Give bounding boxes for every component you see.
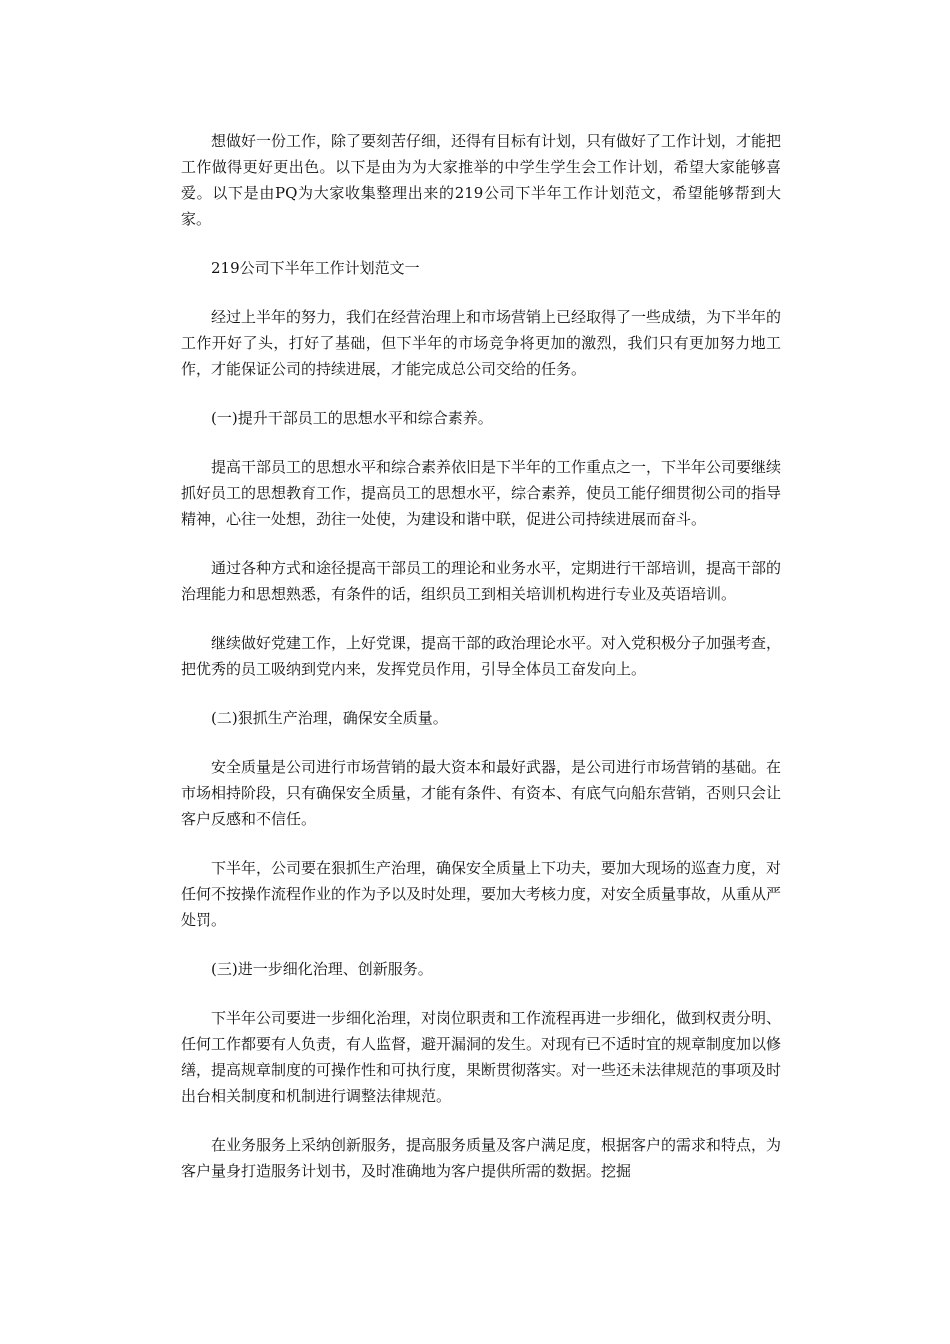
document-body <box>181 128 781 1207</box>
section-title: 219公司下半年工作计划范文一 <box>211 259 420 277</box>
body-paragraph: 安全质量是公司进行市场营销的最大资本和最好武器，是公司进行市场营销的基础。在市场相持阶段，只有确保安全质量，才能有条件、有资本、有底气向船东营销，否则只会让客户反感和不信任。 <box>181 758 782 828</box>
body-paragraph: 在业务服务上采纳创新服务，提高服务质量及客户满足度，根据客户的需求和特点，为客户量身打造服务计划书，及时准确地为客户提供所需的数据。挖掘 <box>181 1136 782 1180</box>
body-paragraph: 通过各种方式和途径提高干部员工的理论和业务水平，定期进行干部培训，提高干部的治理能力和思想熟悉，有条件的话，组织员工到相关培训机构进行专业及英语培训。 <box>181 559 782 603</box>
body-paragraph: 提高干部员工的思想水平和综合素养依旧是下半年的工作重点之一，下半年公司要继续抓好员工的思想教育工作，提高员工的思想水平，综合素养，使员工能仔细贯彻公司的指导精神，心往一处想，劲往一处使，为建设和谐中联，促进公司持续进展而奋斗。 <box>181 458 782 528</box>
subsection-heading-2: (二)狠抓生产治理，确保安全质量。 <box>211 709 448 727</box>
intro-paragraph: 想做好一份工作，除了要刻苦仔细，还得有目标有计划，只有做好了工作计划，才能把工作做得更好更出色。以下是由为为大家推举的中学生学生会工作计划，希望大家能够喜爱。以下是由PQ为大家收集整理出来的219公司下半年工作计划范文，希望能够帮到大家。 <box>181 132 782 228</box>
body-paragraph: 下半年，公司要在狠抓生产治理，确保安全质量上下功夫，要加大现场的巡查力度，对任何不按操作流程作业的作为予以及时处理，要加大考核力度，对安全质量事故，从重从严处罚。 <box>181 859 782 929</box>
subsection-heading-3: (三)进一步细化治理、创新服务。 <box>211 960 433 978</box>
body-paragraph: 下半年公司要进一步细化治理，对岗位职责和工作流程再进一步细化，做到权责分明、任何工作都要有人负责，有人监督，避开漏洞的发生。对现有已不适时宜的规章制度加以修缮，提高规章制度的可操作性和可执行度，果断贯彻落实。对一些还未法律规范的事项及时出台相关制度和机制进行调整法律规范。 <box>181 1009 782 1105</box>
body-paragraph: 经过上半年的努力，我们在经营治理上和市场营销上已经取得了一些成绩，为下半年的工作开好了头，打好了基础，但下半年的市场竞争将更加的激烈，我们只有更加努力地工作，才能保证公司的持续进展，才能完成总公司交给的任务。 <box>181 308 782 378</box>
subsection-heading-1: (一)提升干部员工的思想水平和综合素养。 <box>211 409 493 427</box>
body-paragraph: 继续做好党建工作，上好党课，提高干部的政治理论水平。对入党积极分子加强考查，把优秀的员工吸纳到党内来，发挥党员作用，引导全体员工奋发向上。 <box>181 634 782 678</box>
